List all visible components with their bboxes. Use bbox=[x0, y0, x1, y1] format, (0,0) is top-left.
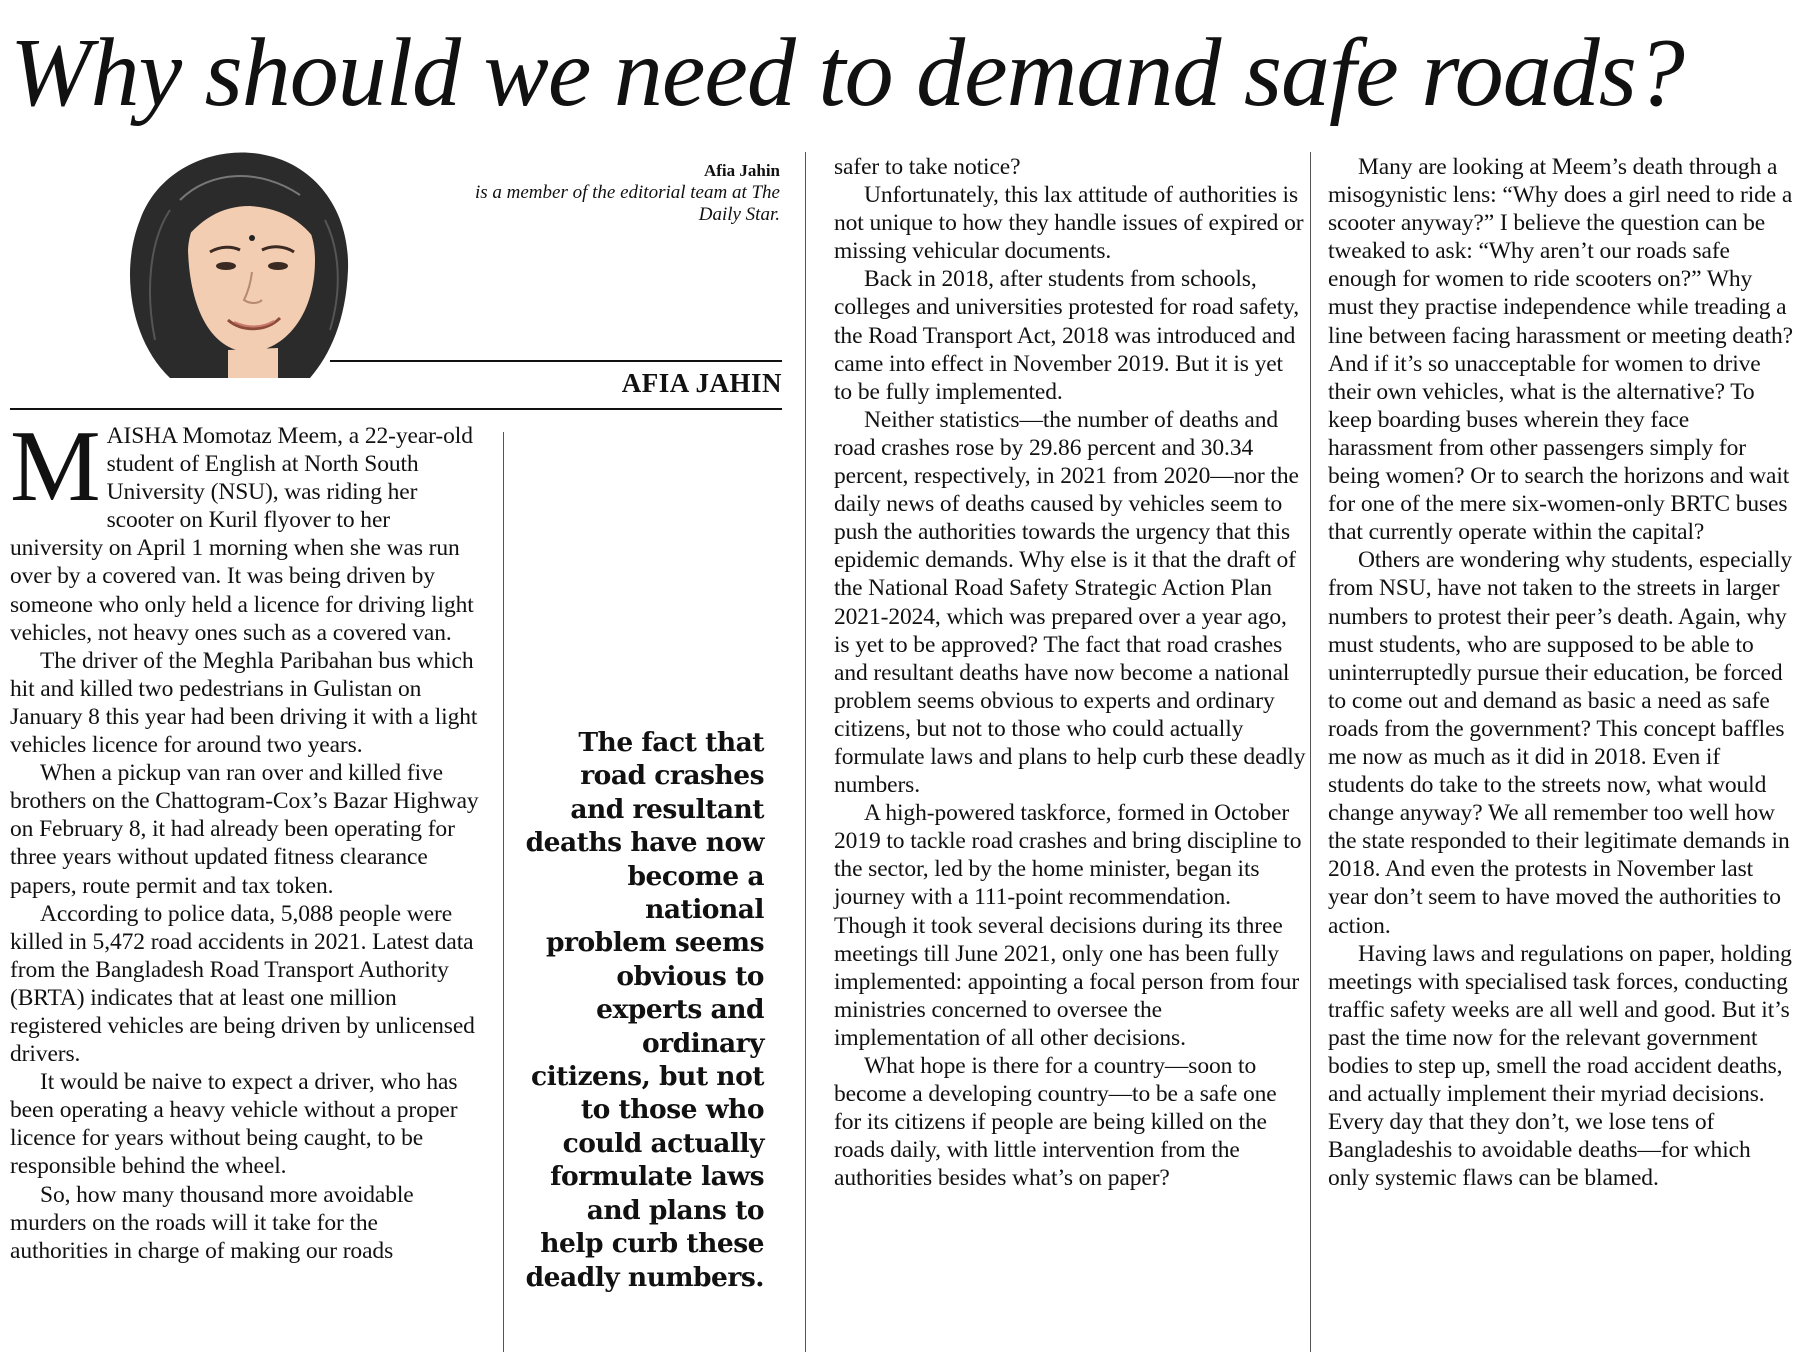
paragraph: Back in 2018, after students from schools, colleges and universities protested for road safety, the Road Transport Act, 2018 was introduced and came into effect in November 2019. But it is yet to be fully implemented. bbox=[834, 266, 1300, 405]
paragraph: According to police data, 5,088 people were killed in 5,472 road accidents in 2021. Latest data from the Bangladesh Road Transport Authority (BRTA) indicates that at least one million registered vehicles are being driven by unlicensed drivers. bbox=[10, 900, 475, 1068]
author-role: is a member of the editorial team at The Daily Star. bbox=[474, 182, 780, 225]
paragraph: What hope is there for a country—soon to become a developing country—to be a safe one for its citizens if people are being killed on the roads daily, with little intervention from the authorities besides what’s on paper? bbox=[834, 1053, 1277, 1192]
column-rule-3 bbox=[1310, 152, 1311, 1352]
column-rule-2 bbox=[805, 152, 806, 1352]
paragraph: Unfortunately, this lax attitude of authorities is not unique to how they handle issues of expired or missing vehicular documents. bbox=[834, 182, 1304, 265]
author-portrait-illustration bbox=[110, 140, 370, 378]
article-lead-paragraph bbox=[10, 410, 480, 647]
column-rule-1 bbox=[503, 432, 504, 1352]
paragraph: Having laws and regulations on paper, holding meetings with specialised task forces, conducting traffic safety weeks are all well and good. But it’s past the time now for the relevant government bodies to step up, smell the road accident deaths, and actually implement their myriad decisions. Every day that they don’t, we lose tens of Bangladeshis to avoidable deaths—for which only systemic flaws can be blamed. bbox=[1328, 940, 1792, 1192]
byline-rule-bottom bbox=[10, 408, 782, 410]
author-byline: AFIA JAHIN bbox=[621, 368, 782, 398]
drop-cap: M bbox=[10, 410, 101, 523]
headline: Why should we need to demand safe roads? bbox=[10, 19, 1684, 127]
pull-quote: The fact that road crashes and resultant deaths have now become a national problem seems obvious to experts and ordinary citizens, but not to those who could actually formulate laws and plans to help curb these deadly numbers. bbox=[525, 727, 764, 1293]
paragraph: Others are wondering why students, especially from NSU, have not taken to the streets in larger numbers to protest their peer’s death. Again, why must students, who are supposed to be able to uninterruptedly pursue their education, be forced to come out and demand as basic a need as safe roads from the government? This concept baffles me now as much as it did in 2018. Even if students do take to the streets now, what would change anyway? We all remember too well how the state responded to their legitimate demands in 2018. And even the protests in November last year don’t seem to have moved the authorities to action. bbox=[1328, 547, 1793, 939]
author-info bbox=[430, 160, 780, 226]
paragraph: It would be naive to expect a driver, who has been operating a heavy vehicle without a proper licence for years without being caught, to be responsible behind the wheel. bbox=[10, 1069, 458, 1180]
paragraph: When a pickup van ran over and killed five brothers on the Chattogram-Cox’s Bazar Highway on February 8, it had already been operating for three years without updated fitness clearance papers, route permit and tax token. bbox=[10, 760, 479, 899]
paragraph: So, how many thousand more avoidable murders on the roads will it take for the authorities in charge of making our roads bbox=[10, 1181, 414, 1264]
lead-text: AISHA Momotaz Meem, a 22-year-old student of English at North South University (NSU), was riding her scooter on Kuril flyover to her university on April 1 morning when she was run over by a covered van. It was being driven by someone who only held a licence for driving light vehicles, not heavy ones such as a covered van. bbox=[10, 423, 474, 646]
article-column-3 bbox=[1328, 153, 1793, 1192]
article-column-1 bbox=[10, 410, 480, 1265]
paragraph: Neither statistics—the number of deaths and road crashes rose by 29.86 percent and 30.34 percent, respectively, in 2021 from 2020—nor the daily news of deaths caused by vehicles seem to push the authorities towards the urgency that this epidemic demands. Why else is it that the draft of the National Road Safety Strategic Action Plan 2021-2024, which was prepared over a year ago, is yet to be approved? The fact that road crashes and resultant deaths have now become a national problem seems obvious to experts and ordinary citizens, but not to those who could actually formulate laws and plans to help curb these deadly numbers. bbox=[834, 406, 1306, 799]
author-name: Afia Jahin bbox=[703, 161, 780, 180]
paragraph: Many are looking at Meem’s death through a misogynistic lens: “Why does a girl need to ride a scooter anyway?” I believe the question can be tweaked to ask: “Why aren’t our roads safe enough for women to ride scooters on?” Why must they practise independence while treading a line between facing harassment or meeting death? And if it’s so unacceptable for women to drive their own vehicles, what is the alternative? To keep boarding buses wherein they face harassment from other passengers simply for being women? Or to search the horizons and wait for one of the mere six-women-only BRTC buses that currently operate within the capital? bbox=[1328, 154, 1794, 546]
byline-rule-top bbox=[330, 360, 782, 362]
paragraph: The driver of the Meghla Paribahan bus which hit and killed two pedestrians in Gulistan on January 8 this year had been driving it with a light vehicles licence for around two years. bbox=[10, 647, 478, 759]
paragraph: A high-powered taskforce, formed in October 2019 to tackle road crashes and bring discipline to the sector, led by the home minister, began its journey with a 111-point recommendation. Though it took several decisions during its three meetings till June 2021, only one has been fully implemented: appointing a focal person from four ministries concerned to oversee the implementation of all other decisions. bbox=[834, 800, 1302, 1051]
paragraph-continued: safer to take notice? bbox=[834, 154, 1021, 180]
article-column-2 bbox=[834, 153, 1306, 1192]
